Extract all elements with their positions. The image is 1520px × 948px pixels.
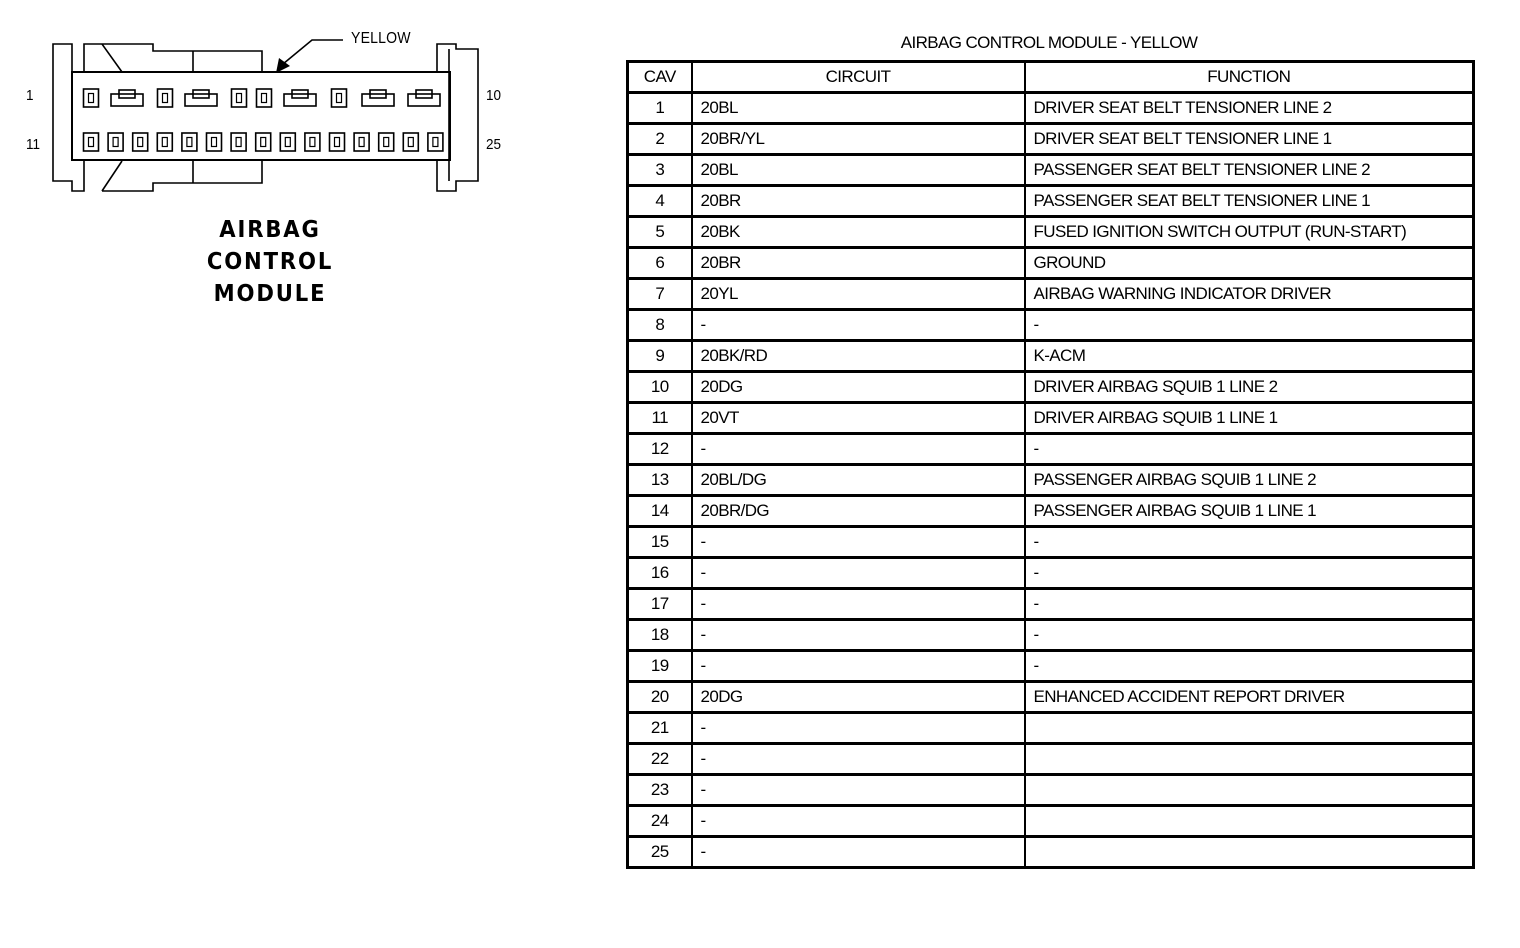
pin-label-top-left: 1 bbox=[26, 87, 34, 104]
cavity-blade bbox=[284, 94, 316, 106]
table-row bbox=[628, 837, 1474, 868]
header-circuit: CIRCUIT bbox=[692, 62, 1025, 93]
cavity-pin-contact bbox=[113, 138, 118, 147]
cavity-pin-contact bbox=[359, 138, 364, 147]
cell-cav: 17 bbox=[628, 589, 692, 620]
cell-circuit: 20BR bbox=[692, 186, 1025, 217]
table-row bbox=[628, 806, 1474, 837]
cell-function: GROUND bbox=[1025, 248, 1474, 279]
cell-cav: 10 bbox=[628, 372, 692, 403]
cell-function: DRIVER SEAT BELT TENSIONER LINE 1 bbox=[1025, 124, 1474, 155]
cavity-pin-contact bbox=[285, 138, 290, 147]
cavity-pin bbox=[84, 133, 99, 151]
table-row bbox=[628, 217, 1474, 248]
cell-circuit: 20BR bbox=[692, 248, 1025, 279]
cavity-pin bbox=[157, 133, 172, 151]
cell-function bbox=[1025, 837, 1474, 868]
cell-cav: 2 bbox=[628, 124, 692, 155]
cavity-pin-contact bbox=[337, 94, 342, 103]
cell-circuit: - bbox=[692, 558, 1025, 589]
cell-cav: 4 bbox=[628, 186, 692, 217]
cavity-pin-contact bbox=[384, 138, 389, 147]
cell-function: - bbox=[1025, 527, 1474, 558]
cell-cav: 8 bbox=[628, 310, 692, 341]
cell-circuit: 20BL/DG bbox=[692, 465, 1025, 496]
cell-function: DRIVER SEAT BELT TENSIONER LINE 2 bbox=[1025, 93, 1474, 124]
cell-circuit: - bbox=[692, 310, 1025, 341]
table-row bbox=[628, 341, 1474, 372]
cavity-pin-contact bbox=[89, 138, 94, 147]
cavity-pin bbox=[182, 133, 197, 151]
cavity-pin bbox=[428, 133, 443, 151]
cell-circuit: - bbox=[692, 589, 1025, 620]
cavity-pin-contact bbox=[310, 138, 315, 147]
callout-leader bbox=[283, 40, 343, 64]
module-name-line: AIRBAG bbox=[219, 217, 321, 243]
cell-circuit: - bbox=[692, 806, 1025, 837]
top-key-outline bbox=[84, 44, 262, 72]
cell-function bbox=[1025, 744, 1474, 775]
cavity-pin-contact bbox=[408, 138, 413, 147]
cavity-pin bbox=[108, 133, 123, 151]
cell-function: - bbox=[1025, 651, 1474, 682]
cavity-pin bbox=[257, 89, 272, 107]
cell-cav: 24 bbox=[628, 806, 692, 837]
cavity-pin bbox=[305, 133, 320, 151]
cell-cav: 16 bbox=[628, 558, 692, 589]
table-row bbox=[628, 279, 1474, 310]
table-row bbox=[628, 155, 1474, 186]
cell-circuit: 20VT bbox=[692, 403, 1025, 434]
pin-label-bottom-left: 11 bbox=[26, 136, 41, 153]
cell-circuit: 20DG bbox=[692, 372, 1025, 403]
cell-circuit: 20DG bbox=[692, 682, 1025, 713]
cell-function bbox=[1025, 806, 1474, 837]
cell-function bbox=[1025, 775, 1474, 806]
table-row bbox=[628, 186, 1474, 217]
cell-cav: 19 bbox=[628, 651, 692, 682]
cell-function: PASSENGER SEAT BELT TENSIONER LINE 1 bbox=[1025, 186, 1474, 217]
cell-cav: 1 bbox=[628, 93, 692, 124]
cell-circuit: - bbox=[692, 775, 1025, 806]
pinout-table bbox=[626, 60, 1475, 869]
table-row bbox=[628, 496, 1474, 527]
cavity-pin bbox=[280, 133, 295, 151]
table-row bbox=[628, 93, 1474, 124]
cell-function: - bbox=[1025, 310, 1474, 341]
table-row bbox=[628, 651, 1474, 682]
cell-cav: 9 bbox=[628, 341, 692, 372]
cavity-pin bbox=[354, 133, 369, 151]
cell-circuit: 20BK bbox=[692, 217, 1025, 248]
module-name-line: MODULE bbox=[213, 281, 327, 307]
pin-label-top-right: 10 bbox=[486, 87, 502, 104]
cavity-pin-contact bbox=[237, 94, 242, 103]
cavity-pin bbox=[158, 89, 173, 107]
table-row bbox=[628, 620, 1474, 651]
cell-circuit: - bbox=[692, 651, 1025, 682]
cell-circuit: 20YL bbox=[692, 279, 1025, 310]
cell-function: DRIVER AIRBAG SQUIB 1 LINE 2 bbox=[1025, 372, 1474, 403]
connector-diagram bbox=[0, 0, 560, 320]
connector-color-callout: YELLOW bbox=[351, 30, 411, 47]
cavity-pin bbox=[232, 89, 247, 107]
cell-function: FUSED IGNITION SWITCH OUTPUT (RUN-START) bbox=[1025, 217, 1474, 248]
table-row bbox=[628, 744, 1474, 775]
cell-circuit: 20BR/YL bbox=[692, 124, 1025, 155]
left-latch-outline bbox=[53, 44, 84, 191]
table-title: AIRBAG CONTROL MODULE - YELLOW bbox=[900, 33, 1198, 52]
bottom-key-outline bbox=[102, 160, 262, 191]
right-latch-outline bbox=[437, 44, 478, 191]
table-row bbox=[628, 248, 1474, 279]
module-name-line: CONTROL bbox=[206, 249, 334, 275]
table-row bbox=[628, 124, 1474, 155]
cell-cav: 3 bbox=[628, 155, 692, 186]
table-row bbox=[628, 372, 1474, 403]
cell-cav: 20 bbox=[628, 682, 692, 713]
table-row bbox=[628, 434, 1474, 465]
cell-cav: 7 bbox=[628, 279, 692, 310]
cell-cav: 21 bbox=[628, 713, 692, 744]
cell-function: PASSENGER AIRBAG SQUIB 1 LINE 1 bbox=[1025, 496, 1474, 527]
cell-circuit: - bbox=[692, 527, 1025, 558]
cell-cav: 25 bbox=[628, 837, 692, 868]
cell-circuit: - bbox=[692, 713, 1025, 744]
cavity-pin bbox=[231, 133, 246, 151]
cavity-pin-contact bbox=[187, 138, 192, 147]
cell-function: - bbox=[1025, 589, 1474, 620]
cavity-blade bbox=[111, 94, 143, 106]
cavity-pin-contact bbox=[261, 138, 266, 147]
cavity-blade bbox=[362, 94, 394, 106]
cell-circuit: 20BL bbox=[692, 155, 1025, 186]
cavity-blade bbox=[185, 94, 217, 106]
cell-function: K-ACM bbox=[1025, 341, 1474, 372]
cavity-pin-contact bbox=[89, 94, 94, 103]
cavity-pin-contact bbox=[163, 94, 168, 103]
cell-function bbox=[1025, 713, 1474, 744]
cavity-pin-contact bbox=[138, 138, 143, 147]
cavity-pin bbox=[133, 133, 148, 151]
cell-circuit: - bbox=[692, 744, 1025, 775]
cavity-pin bbox=[403, 133, 418, 151]
cell-function: PASSENGER AIRBAG SQUIB 1 LINE 2 bbox=[1025, 465, 1474, 496]
table-row bbox=[628, 403, 1474, 434]
table-row bbox=[628, 465, 1474, 496]
cell-function: - bbox=[1025, 558, 1474, 589]
cavity-pin bbox=[330, 133, 345, 151]
cell-cav: 12 bbox=[628, 434, 692, 465]
cell-cav: 6 bbox=[628, 248, 692, 279]
cell-cav: 5 bbox=[628, 217, 692, 248]
table-row bbox=[628, 558, 1474, 589]
module-name bbox=[150, 214, 390, 310]
cell-circuit: - bbox=[692, 837, 1025, 868]
header-cav: CAV bbox=[628, 62, 692, 93]
cavity-pin-contact bbox=[162, 138, 167, 147]
cavity-pin bbox=[84, 89, 99, 107]
cell-circuit: 20BR/DG bbox=[692, 496, 1025, 527]
cavity-pin bbox=[256, 133, 271, 151]
cell-circuit: - bbox=[692, 620, 1025, 651]
table-row bbox=[628, 713, 1474, 744]
cell-function: - bbox=[1025, 434, 1474, 465]
table-row bbox=[628, 527, 1474, 558]
cell-cav: 13 bbox=[628, 465, 692, 496]
table-row bbox=[628, 589, 1474, 620]
cavity-pin bbox=[379, 133, 394, 151]
cell-cav: 11 bbox=[628, 403, 692, 434]
cell-circuit: 20BK/RD bbox=[692, 341, 1025, 372]
table-header-row bbox=[628, 62, 1474, 93]
cell-cav: 23 bbox=[628, 775, 692, 806]
cavity-pin-contact bbox=[335, 138, 340, 147]
pin-label-bottom-right: 25 bbox=[486, 136, 502, 153]
cavity-pin-contact bbox=[433, 138, 438, 147]
cavity-pin bbox=[207, 133, 222, 151]
cavity-blade bbox=[408, 94, 440, 106]
cell-function: - bbox=[1025, 620, 1474, 651]
cell-function: AIRBAG WARNING INDICATOR DRIVER bbox=[1025, 279, 1474, 310]
cavity-pin bbox=[332, 89, 347, 107]
cell-function: PASSENGER SEAT BELT TENSIONER LINE 2 bbox=[1025, 155, 1474, 186]
cell-function: DRIVER AIRBAG SQUIB 1 LINE 1 bbox=[1025, 403, 1474, 434]
cell-cav: 18 bbox=[628, 620, 692, 651]
cavity-pin-contact bbox=[236, 138, 241, 147]
header-function: FUNCTION bbox=[1025, 62, 1474, 93]
table-row bbox=[628, 775, 1474, 806]
cell-circuit: - bbox=[692, 434, 1025, 465]
table-row bbox=[628, 310, 1474, 341]
table-row bbox=[628, 682, 1474, 713]
cell-function: ENHANCED ACCIDENT REPORT DRIVER bbox=[1025, 682, 1474, 713]
cell-cav: 22 bbox=[628, 744, 692, 775]
cavity-pin-contact bbox=[212, 138, 217, 147]
cavity-pin-contact bbox=[262, 94, 267, 103]
cell-circuit: 20BL bbox=[692, 93, 1025, 124]
cell-cav: 15 bbox=[628, 527, 692, 558]
cell-cav: 14 bbox=[628, 496, 692, 527]
